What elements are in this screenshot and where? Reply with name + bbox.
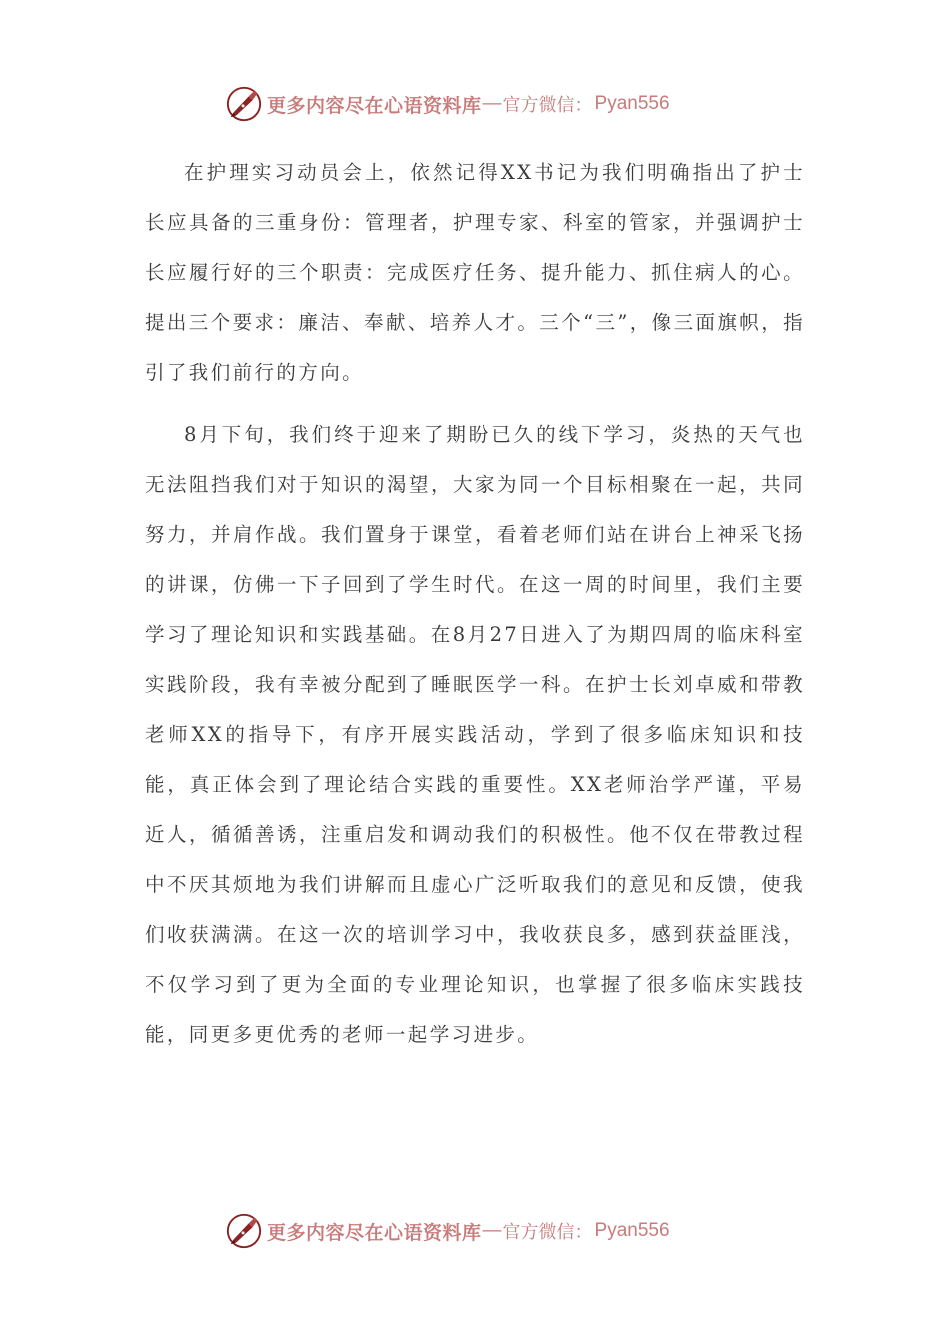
banner-title: 更多内容尽在心语资料库: [267, 1221, 482, 1244]
document-body: [145, 148, 805, 1060]
header-banner: [225, 84, 725, 124]
banner-wechat-label: 官方微信：: [502, 95, 593, 116]
pen-nib-logo-icon: [225, 1212, 263, 1250]
banner-dash: —: [482, 1220, 502, 1241]
banner-wechat-label: 官方微信：: [502, 1222, 593, 1243]
banner-title: 更多内容尽在心语资料库: [267, 94, 482, 117]
banner-wechat-id: Pyan556: [594, 1220, 670, 1241]
pen-nib-logo-icon: [225, 85, 263, 123]
paragraph-1: 在护理实习动员会上，依然记得XX书记为我们明确指出了护士长应具备的三重身份：管理者，护理专家、科室的管家，并强调护士长应履行好的三个职责：完成医疗任务、提升能力、抓住病人的心。提出三个要求：廉洁、奉献、培养人才。三个“三”，像三面旗帜，指引了我们前行的方向。: [145, 161, 805, 384]
banner-wechat-id: Pyan556: [594, 93, 670, 114]
banner-dash: —: [482, 93, 502, 114]
paragraph-2: 8月下旬，我们终于迎来了期盼已久的线下学习，炎热的天气也无法阻挡我们对于知识的渴望，大家为同一个目标相聚在一起，共同努力，并肩作战。我们置身于课堂，看着老师们站在讲台上神采飞扬的讲课，仿佛一下子回到了学生时代。在这一周的时间里，我们主要学习了理论知识和实践基础。在8月27日进入了为期四周的临床科室实践阶段，我有幸被分配到了睡眠医学一科。在护士长刘卓威和带教老师XX的指导下，有序开展实践活动，学到了很多临床知识和技能，真正体会到了理论结合实践的重要性。XX老师治学严谨，平易近人，循循善诱，注重启发和调动我们的积极性。他不仅在带教过程中不厌其烦地为我们讲解而且虚心广泛听取我们的意见和反馈，使我们收获满满。在这一次的培训学习中，我收获良多，感到获益匪浅，不仅学习到了更为全面的专业理论知识，也掌握了很多临床实践技能，同更多更优秀的老师一起学习进步。: [145, 423, 805, 1046]
footer-banner: [225, 1211, 725, 1251]
